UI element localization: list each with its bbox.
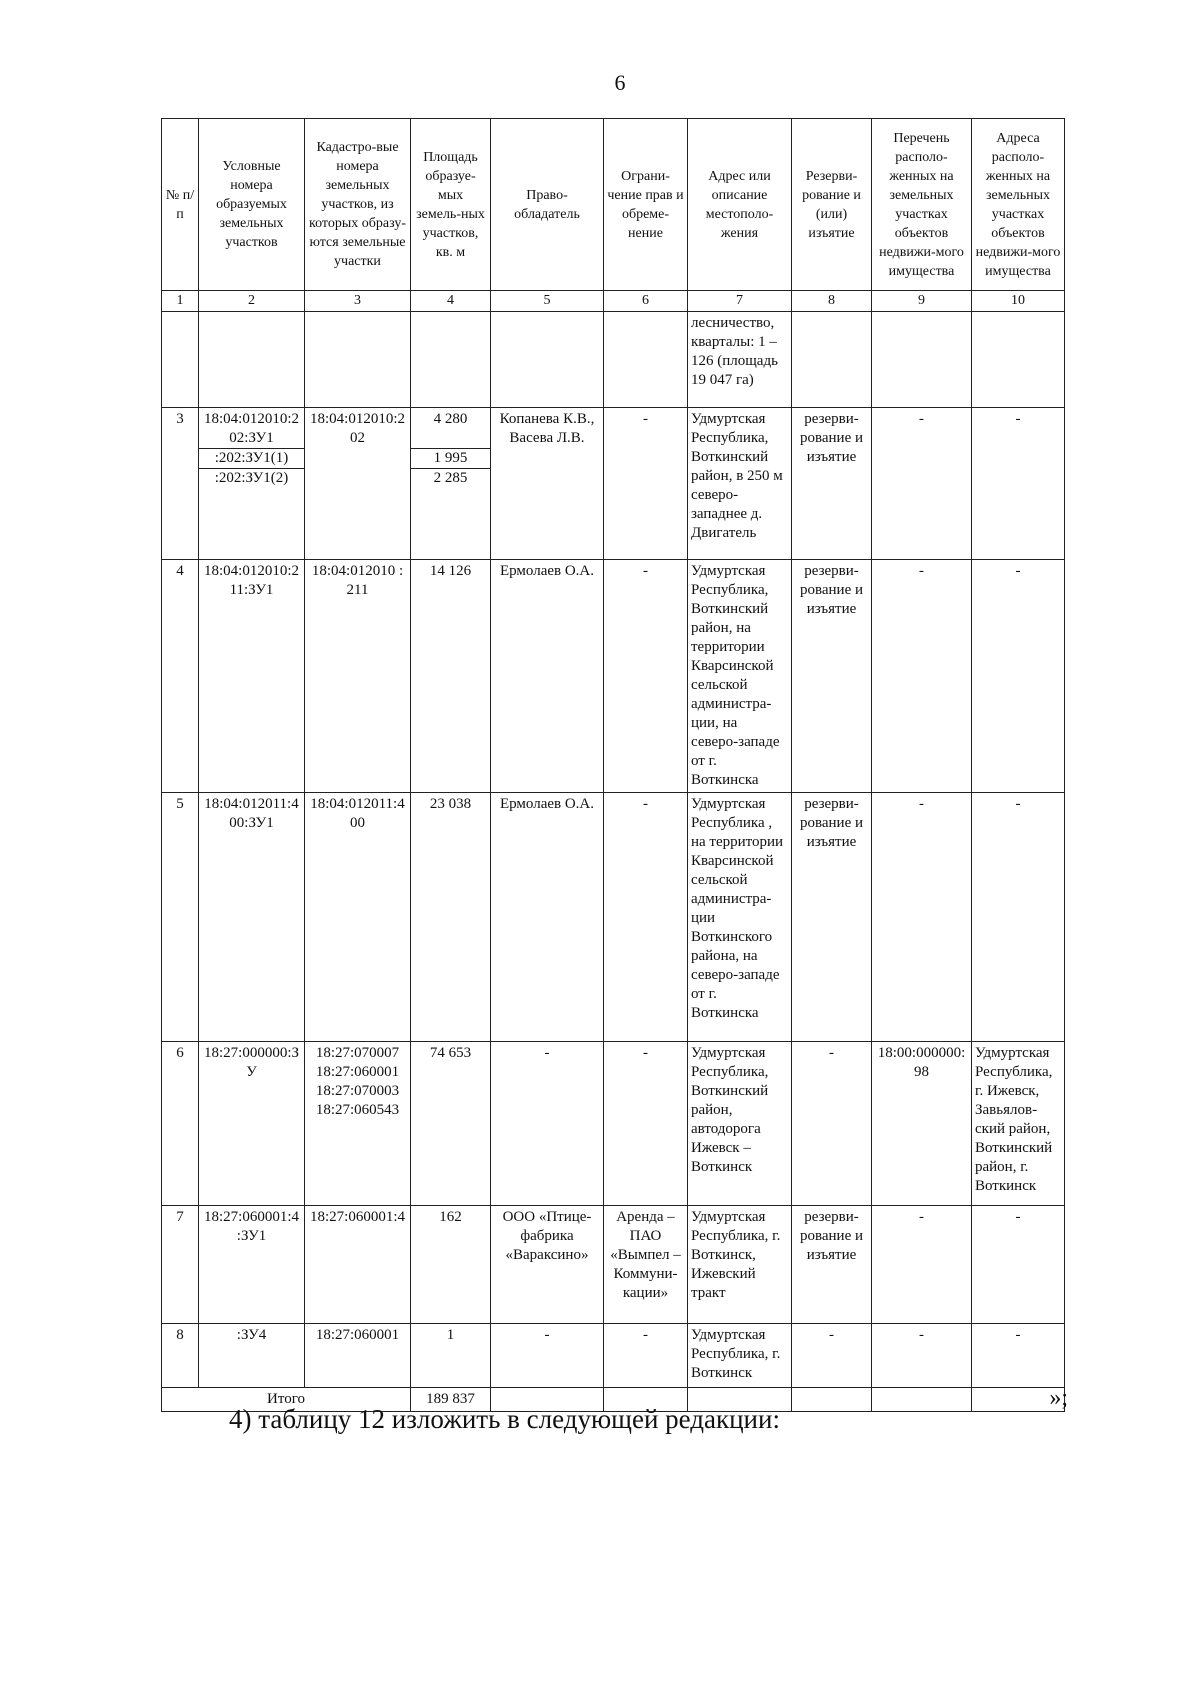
- objects-address: Удмуртская Республика, г. Ижевск, Завьялов-ский район, Воткинский район, г. Воткинск: [972, 1042, 1065, 1206]
- cadastral-number: 18:04:012010:202: [305, 408, 411, 560]
- header-cell: Адрес или описание местополо-жения: [688, 119, 792, 291]
- table-row: [162, 1324, 1065, 1388]
- table-row: [162, 408, 1065, 560]
- restriction: -: [604, 1042, 688, 1206]
- cadastral-number: 18:27:060001: [305, 1324, 411, 1388]
- objects-list: -: [872, 793, 972, 1042]
- column-number: 5: [491, 291, 604, 312]
- address-cell: Удмуртская Республика, Воткинский район, на территории Кварсинской сельской администра-ции, на северо-западе от г. Воткинска: [688, 560, 792, 793]
- conditional-number-cell: [199, 408, 305, 560]
- objects-address: -: [972, 1206, 1065, 1324]
- objects-list: -: [872, 1324, 972, 1388]
- area-sub-value: 1 995: [411, 448, 490, 468]
- header-cell: Условные номера образуемых земельных участков: [199, 119, 305, 291]
- table-row: [162, 312, 1065, 408]
- objects-address: -: [972, 408, 1065, 560]
- column-number: 2: [199, 291, 305, 312]
- reservation: резерви-рование и изъятие: [792, 793, 872, 1042]
- address-cell: Удмуртская Республика, Воткинский район, в 250 м северо-западнее д. Двигатель: [688, 408, 792, 560]
- header-cell: Адреса располо-женных на земельных участках объектов недвижи-мого имущества: [972, 119, 1065, 291]
- conditional-number: :ЗУ4: [199, 1324, 305, 1388]
- conditional-number: 18:04:012010:202:ЗУ1: [203, 411, 299, 446]
- total-label: Итого: [162, 1388, 411, 1412]
- cadastral-number: 18:27:060543: [315, 1102, 400, 1118]
- restriction: -: [604, 560, 688, 793]
- page-number: 6: [614, 70, 626, 95]
- reservation: резерви-рование и изъятие: [792, 408, 872, 560]
- cadastral-number: 18:27:060001:4: [305, 1206, 411, 1324]
- conditional-number: 18:27:060001:4:ЗУ1: [199, 1206, 305, 1324]
- area-value: 23 038: [411, 793, 491, 1042]
- conditional-number-sub: :202:ЗУ1(1): [199, 448, 304, 468]
- row-number: 6: [162, 1042, 199, 1206]
- restriction: -: [604, 793, 688, 1042]
- table-row: [162, 1206, 1065, 1324]
- objects-list: -: [872, 408, 972, 560]
- row-number: 3: [162, 408, 199, 560]
- address-cell: лесничество, кварталы: 1 – 126 (площадь 19 047 га): [688, 312, 792, 408]
- total-value: 189 837: [411, 1388, 491, 1412]
- header-cell: Кадастро-вые номера земельных участков, из которых образу-ются земельные участки: [305, 119, 411, 291]
- instruction-text: 4) таблицу 12 изложить в следующей редакции:: [229, 1404, 780, 1434]
- objects-address: -: [972, 793, 1065, 1042]
- column-number-row: [162, 291, 1065, 312]
- conditional-number: 18:04:012011:400:ЗУ1: [199, 793, 305, 1042]
- area-value: 162: [411, 1206, 491, 1324]
- right-holder: -: [491, 1324, 604, 1388]
- address-cell: Удмуртская Республика, Воткинский район, автодорога Ижевск – Воткинск: [688, 1042, 792, 1206]
- closing-quote: »;: [1049, 1385, 1068, 1411]
- area-sub-value: 2 285: [411, 468, 490, 488]
- cadastral-number: 18:27:060001: [315, 1064, 400, 1080]
- row-number: 4: [162, 560, 199, 793]
- column-number: 8: [792, 291, 872, 312]
- objects-list: -: [872, 560, 972, 793]
- address-cell: Удмуртская Республика, г. Воткинск: [688, 1324, 792, 1388]
- header-cell: Ограни-чение прав и обреме-нение: [604, 119, 688, 291]
- objects-address: -: [972, 1324, 1065, 1388]
- cadastral-number: 18:27:070003: [315, 1083, 400, 1099]
- reservation: -: [792, 1042, 872, 1206]
- column-number: 1: [162, 291, 199, 312]
- reservation: резерви-рование и изъятие: [792, 560, 872, 793]
- restriction: -: [604, 1324, 688, 1388]
- row-number: 5: [162, 793, 199, 1042]
- column-number: 4: [411, 291, 491, 312]
- objects-list: -: [872, 1206, 972, 1324]
- area-cell: [411, 408, 491, 560]
- reservation: резерви-рование и изъятие: [792, 1206, 872, 1324]
- right-holder: Ермолаев О.А.: [491, 560, 604, 793]
- table-row: [162, 793, 1065, 1042]
- table-row: [162, 560, 1065, 793]
- header-row: [162, 119, 1065, 291]
- area-value: 74 653: [411, 1042, 491, 1206]
- column-number: 9: [872, 291, 972, 312]
- conditional-number: 18:04:012010:211:ЗУ1: [199, 560, 305, 793]
- cadastral-number: 18:04:012011:400: [305, 793, 411, 1042]
- header-cell: Перечень располо-женных на земельных участках объектов недвижи-мого имущества: [872, 119, 972, 291]
- header-cell: Площадь образуе-мых земель-ных участков, кв. м: [411, 119, 491, 291]
- conditional-number-sub: :202:ЗУ1(2): [199, 468, 304, 488]
- restriction: Аренда – ПАО «Вымпел – Коммуни-кации»: [604, 1206, 688, 1324]
- right-holder: ООО «Птице-фабрика «Вараксино»: [491, 1206, 604, 1324]
- header-cell: № п/п: [162, 119, 199, 291]
- address-cell: Удмуртская Республика, г. Воткинск, Ижевский тракт: [688, 1206, 792, 1324]
- area-value: 4 280: [433, 411, 468, 427]
- cadastral-number: 18:04:012010 : 211: [305, 560, 411, 793]
- header-cell: Право-обладатель: [491, 119, 604, 291]
- conditional-number: 18:27:000000:ЗУ: [199, 1042, 305, 1206]
- table-row: [162, 1042, 1065, 1206]
- row-number: 8: [162, 1324, 199, 1388]
- area-value: 1: [411, 1324, 491, 1388]
- objects-list: 18:00:000000:98: [872, 1042, 972, 1206]
- right-holder: Копанева К.В., Васева Л.В.: [491, 408, 604, 560]
- restriction: -: [604, 408, 688, 560]
- address-cell: Удмуртская Республика , на территории Кварсинской сельской администра-ции Воткинского района, на северо-западе от г. Воткинска: [688, 793, 792, 1042]
- column-number: 3: [305, 291, 411, 312]
- column-number: 10: [972, 291, 1065, 312]
- column-number: 7: [688, 291, 792, 312]
- reservation: -: [792, 1324, 872, 1388]
- objects-address: -: [972, 560, 1065, 793]
- cadastral-number: 18:27:070007: [315, 1045, 400, 1061]
- cadastral-number-list: [305, 1042, 411, 1206]
- header-cell: Резерви-рование и (или) изъятие: [792, 119, 872, 291]
- area-value: 14 126: [411, 560, 491, 793]
- right-holder: -: [491, 1042, 604, 1206]
- row-number: 7: [162, 1206, 199, 1324]
- column-number: 6: [604, 291, 688, 312]
- right-holder: Ермолаев О.А.: [491, 793, 604, 1042]
- land-plots-table: [161, 118, 1065, 1412]
